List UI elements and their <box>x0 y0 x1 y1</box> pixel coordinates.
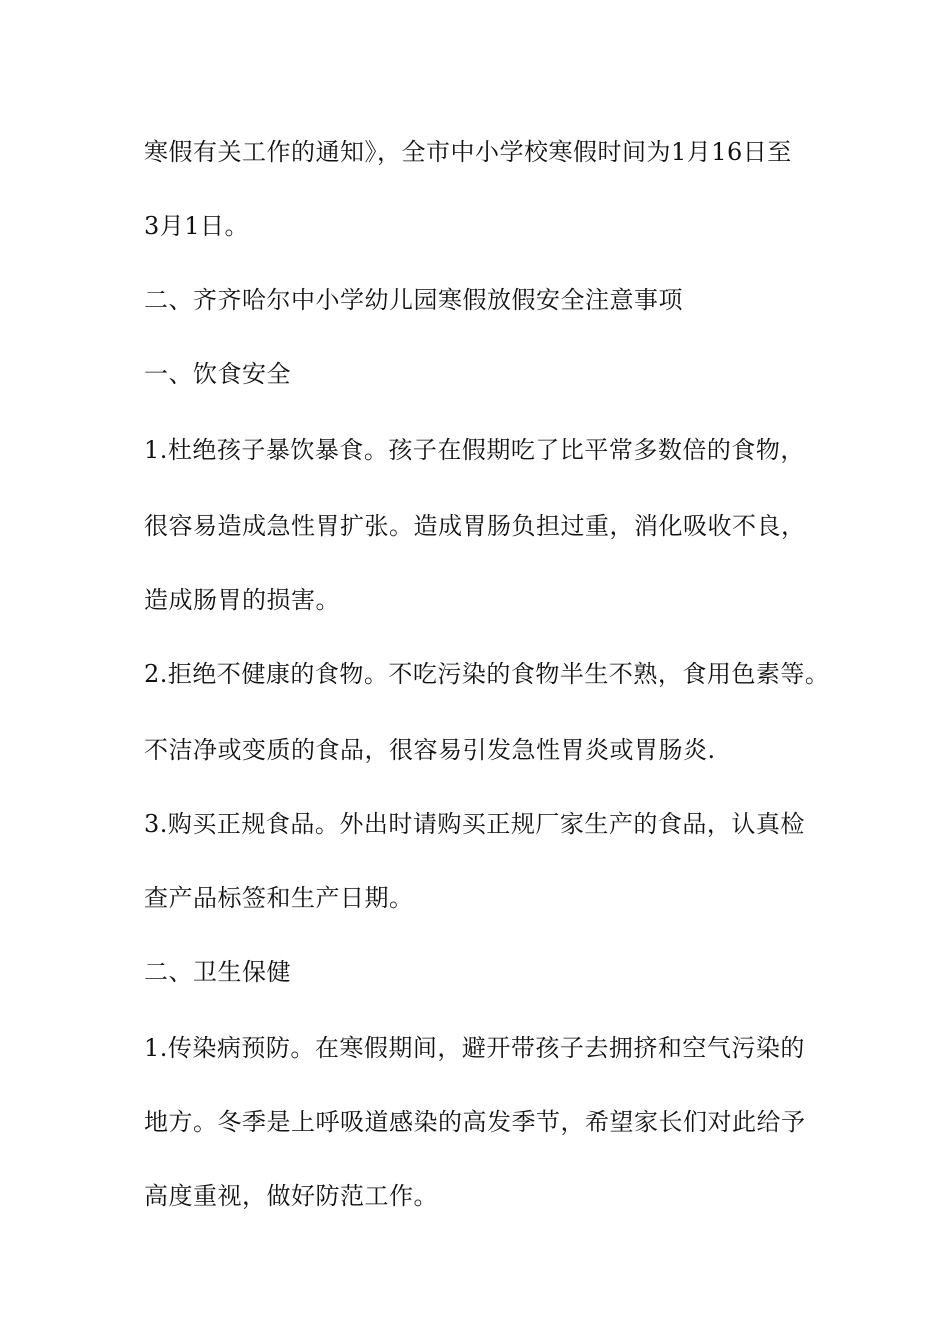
text-line: 不洁净或变质的食品，很容易引发急性胃炎或胃肠炎. <box>144 736 716 764</box>
text-line: 1.传染病预防。在寒假期间，避开带孩子去拥挤和空气污染的 <box>144 1034 805 1062</box>
text-line: 地方。冬季是上呼吸道感染的高发季节，希望家长们对此给予 <box>144 1108 806 1136</box>
text-line: 查产品标签和生产日期。 <box>144 884 414 912</box>
text-line: 高度重视，做好防范工作。 <box>144 1182 438 1210</box>
text-line: 很容易造成急性胃扩张。造成胃肠负担过重，消化吸收不良， <box>144 512 806 540</box>
text-line: 3.购买正规食品。外出时请购买正规厂家生产的食品，认真检 <box>144 810 805 838</box>
section-heading: 二、齐齐哈尔中小学幼儿园寒假放假安全注意事项 <box>144 286 683 314</box>
text-line: 2.拒绝不健康的食物。不吃污染的食物半生不熟，食用色素等。 <box>144 660 830 688</box>
subsection-heading: 一、饮食安全 <box>144 360 291 388</box>
text-line: 寒假有关工作的通知》，全市中小学校寒假时间为1月16日至 <box>144 138 792 166</box>
text-line: 造成肠胃的损害。 <box>144 586 340 614</box>
text-line: 3月1日。 <box>144 212 250 240</box>
subsection-heading: 二、卫生保健 <box>144 958 291 986</box>
text-line: 1.杜绝孩子暴饮暴食。孩子在假期吃了比平常多数倍的食物， <box>144 436 805 464</box>
